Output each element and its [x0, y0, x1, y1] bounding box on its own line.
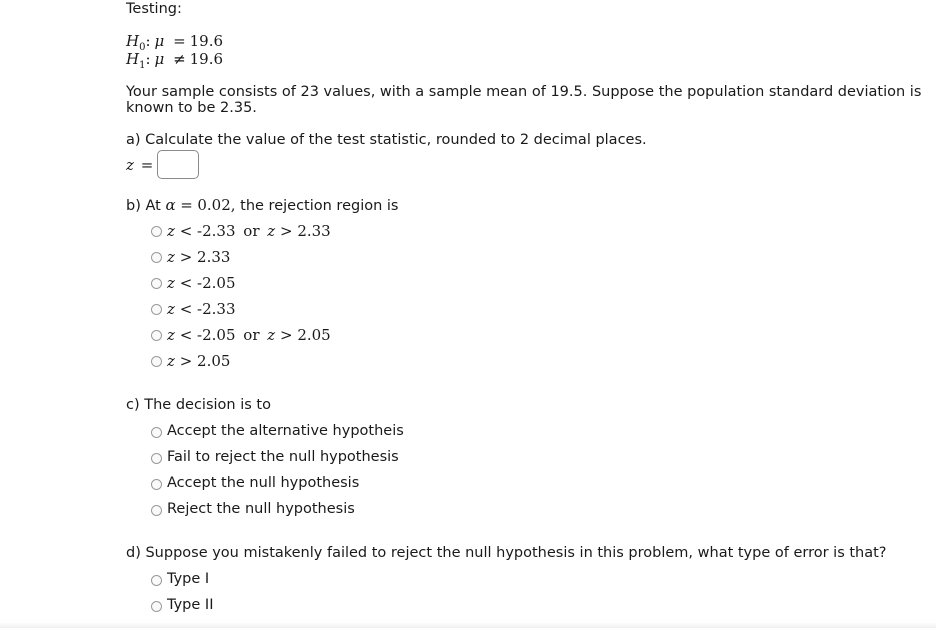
- radio-decision-3[interactable]: [151, 479, 162, 490]
- opt3-v: -2.05: [197, 274, 236, 292]
- radio-error-type-1[interactable]: [151, 575, 162, 586]
- opt1-op2: >: [279, 222, 293, 240]
- z-equals: =: [140, 156, 154, 174]
- error-option-1: Type I: [167, 571, 210, 587]
- part-b-question: [126, 196, 398, 214]
- opt5-op2: >: [279, 326, 293, 344]
- radio-rejection-6[interactable]: [151, 356, 162, 367]
- rejection-option-5: [167, 326, 331, 344]
- opt4-op: <: [179, 300, 193, 318]
- rejection-option-4: [167, 300, 236, 318]
- rejection-option-6: [167, 352, 230, 370]
- z-symbol: z: [126, 156, 134, 174]
- opt5-v2: 2.05: [297, 326, 331, 344]
- opt1-z-a: z: [167, 222, 175, 240]
- h0-relation: =: [173, 32, 186, 50]
- h0-colon: :: [145, 32, 151, 50]
- opt6-v: 2.05: [197, 352, 231, 370]
- h0-mu: μ: [154, 32, 165, 50]
- opt5-z-b: z: [267, 326, 276, 344]
- part-c-question: c) The decision is to: [126, 397, 271, 413]
- h1-mu: μ: [154, 50, 165, 68]
- h0-subscript: 0: [139, 42, 146, 53]
- h1-relation: ≠: [173, 50, 186, 68]
- part-b-suffix: the rejection region is: [240, 198, 399, 214]
- opt3-z: z: [167, 274, 175, 292]
- opt1-v1: -2.33: [197, 222, 236, 240]
- opt2-op: >: [179, 248, 193, 266]
- part-b-prefix: b) At: [126, 198, 161, 214]
- opt5-v1: -2.05: [197, 326, 236, 344]
- error-option-2: Type II: [167, 597, 214, 613]
- page-bottom-edge: [0, 622, 936, 628]
- problem-line-2: known to be 2.35.: [126, 100, 257, 116]
- opt5-or: or: [243, 326, 260, 344]
- radio-rejection-4[interactable]: [151, 304, 162, 315]
- alternative-hypothesis: [126, 50, 223, 71]
- opt4-v: -2.33: [197, 300, 236, 318]
- opt6-op: >: [179, 352, 193, 370]
- opt5-z-a: z: [167, 326, 175, 344]
- z-label: [126, 156, 153, 174]
- opt1-or: or: [243, 222, 260, 240]
- opt1-v2: 2.33: [297, 222, 331, 240]
- decision-option-3: Accept the null hypothesis: [167, 475, 360, 491]
- h1-symbol: H: [126, 50, 140, 68]
- opt2-v: 2.33: [197, 248, 231, 266]
- alpha-value: 0.02,: [197, 196, 236, 214]
- radio-decision-4[interactable]: [151, 505, 162, 516]
- opt2-z: z: [167, 248, 175, 266]
- radio-rejection-2[interactable]: [151, 252, 162, 263]
- opt4-z: z: [167, 300, 175, 318]
- opt1-z-b: z: [267, 222, 276, 240]
- opt5-op1: <: [179, 326, 193, 344]
- h0-value: 19.6: [189, 32, 224, 50]
- part-a-question: a) Calculate the value of the test statistic, rounded to 2 decimal places.: [126, 132, 647, 148]
- section-title: Testing:: [126, 1, 182, 17]
- radio-rejection-3[interactable]: [151, 278, 162, 289]
- test-statistic-input[interactable]: [157, 150, 199, 179]
- radio-error-type-2[interactable]: [151, 601, 162, 612]
- decision-option-2: Fail to reject the null hypothesis: [167, 449, 399, 465]
- alpha-equals: =: [180, 196, 193, 214]
- rejection-option-3: [167, 274, 236, 292]
- rejection-option-2: [167, 248, 230, 266]
- radio-decision-2[interactable]: [151, 453, 162, 464]
- opt3-op: <: [179, 274, 193, 292]
- h1-colon: :: [145, 50, 151, 68]
- part-d-question: d) Suppose you mistakenly failed to reject the null hypothesis in this problem, what type of error is that?: [126, 545, 887, 561]
- radio-rejection-5[interactable]: [151, 330, 162, 341]
- radio-rejection-1[interactable]: [151, 226, 162, 237]
- opt1-op1: <: [179, 222, 193, 240]
- h0-symbol: H: [126, 32, 140, 50]
- h1-value: 19.6: [189, 50, 224, 68]
- h1-subscript: 1: [139, 60, 146, 71]
- decision-option-4: Reject the null hypothesis: [167, 501, 355, 517]
- rejection-option-1: [167, 222, 331, 240]
- decision-option-1: Accept the alternative hypotheis: [167, 423, 404, 439]
- radio-decision-1[interactable]: [151, 427, 162, 438]
- opt6-z: z: [167, 352, 175, 370]
- alpha-symbol: α: [165, 196, 176, 214]
- problem-line-1: Your sample consists of 23 values, with a sample mean of 19.5. Suppose the population standard deviation is: [126, 84, 922, 100]
